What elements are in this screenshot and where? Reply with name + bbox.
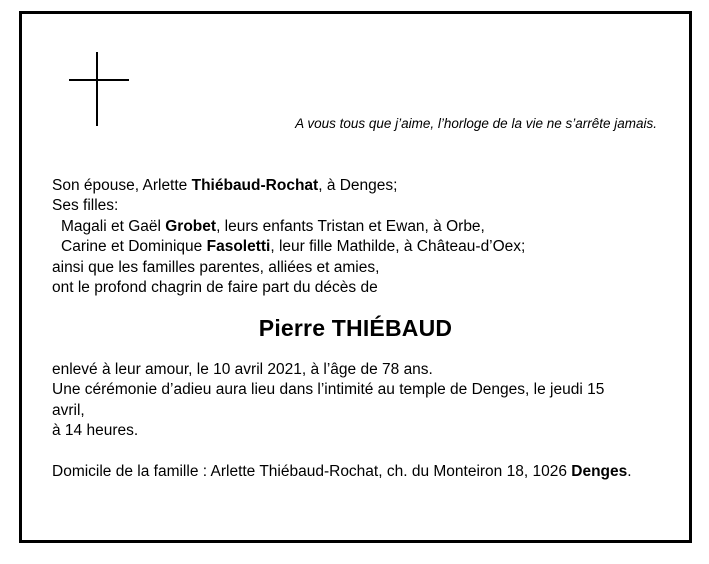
text-line: à 14 heures. — [52, 422, 139, 440]
epigraph-quote: A vous tous que j’aime, l’horloge de la vie ne s’arrête jamais. — [295, 116, 657, 131]
text-line: Une cérémonie d’adieu aura lieu dans l’intimité au temple de Denges, le jeudi 15 — [52, 381, 605, 399]
cross-icon — [69, 52, 129, 126]
text-line: Carine et Dominique Fasoletti, leur fille Mathilde, à Château-d’Oex; — [61, 238, 526, 256]
text-line: ainsi que les familles parentes, alliées et amies, — [52, 258, 380, 276]
family-address-block — [52, 462, 632, 482]
text-line: Ses filles: — [52, 197, 119, 215]
text-line: Magali et Gaël Grobet, leurs enfants Tristan et Ewan, à Orbe, — [61, 217, 485, 235]
cross-vertical-bar — [96, 52, 98, 126]
text-line: enlevé à leur amour, le 10 avril 2021, à l’âge de 78 ans. — [52, 361, 433, 378]
text-line: ont le profond chagrin de faire part du décès de — [52, 279, 378, 297]
text-line: Son épouse, Arlette Thiébaud-Rochat, à Denges; — [52, 177, 398, 194]
ceremony-details-block — [52, 360, 604, 442]
text-line: avril, — [52, 401, 85, 419]
deceased-name: Pierre THIÉBAUD — [258, 315, 453, 341]
family-announcement-block — [52, 176, 525, 298]
cross-horizontal-bar — [69, 79, 129, 81]
text-line: Domicile de la famille : Arlette Thiébaud-Rochat, ch. du Monteiron 18, 1026 Denges. — [52, 463, 632, 480]
